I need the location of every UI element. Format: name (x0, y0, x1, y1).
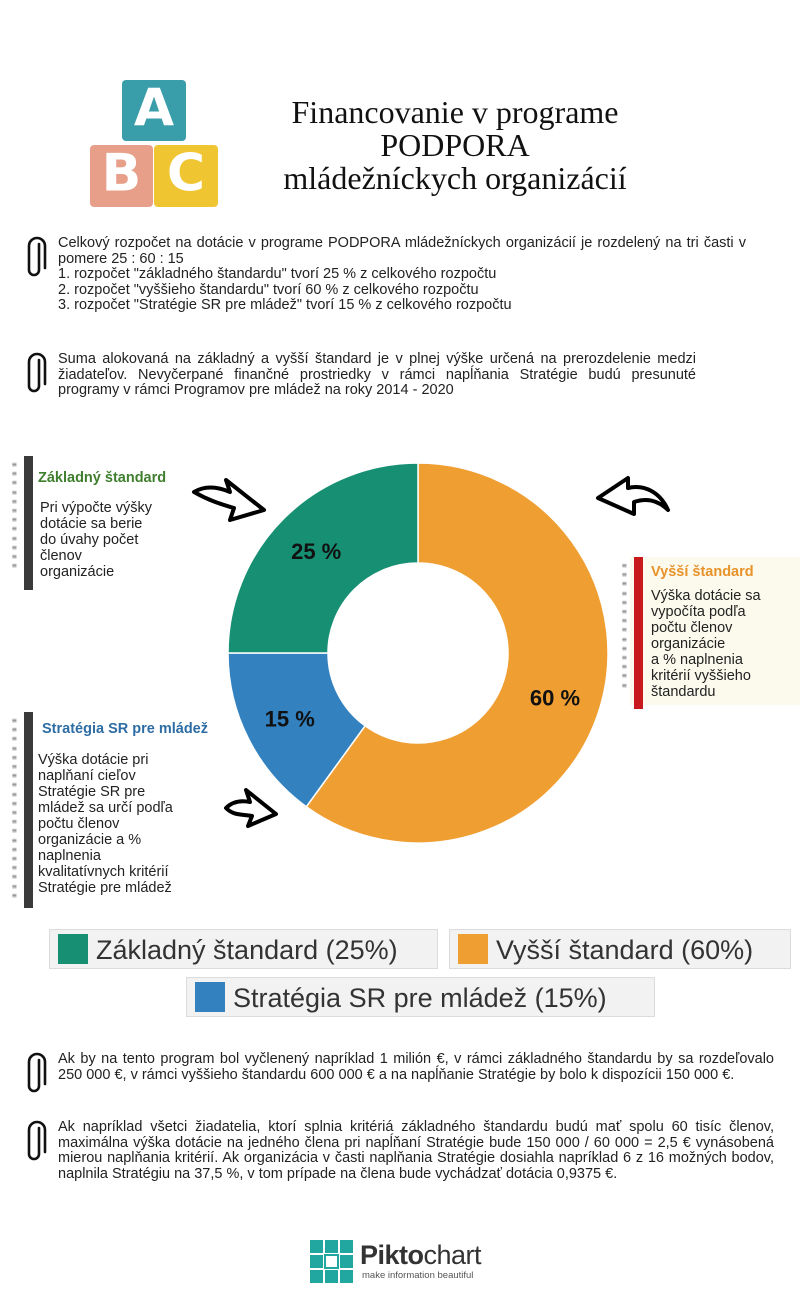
logo-letter-a: A (133, 78, 175, 139)
piktochart-wordmark (360, 1240, 481, 1270)
title-line-2: PODPORA (380, 127, 530, 163)
text-line: Stratégie pre mládež (38, 880, 172, 896)
example-text-2: Ak napríklad všetci žiadatelia, ktorí splnia kritériá základného štandardu budú mať spolu 60 tisíc členov, maximálna výška dotácie na jedného člena pri napĺňaní Stratégie bude 150 000 / 60 000 = 2,5 € vynásobená mierou naplňania kritérií. Ak organizácia v časti naplňania Stratégie dosiahla napríklad 6 z 16 možných bodov, naplnila Stratégiu na 37,5 %, v tom prípade na člena bude vychádzať dotácia 0,9375 €. (58, 1119, 774, 1182)
bar-ticks: ≡ ≡ ≡ ≡ ≡ ≡ ≡ ≡ ≡ ≡ ≡ ≡ ≡ ≡ (622, 561, 627, 690)
paperclip-icon (22, 1120, 48, 1164)
bar-ticks: ≡ ≡ ≡ ≡ ≡ ≡ ≡ ≡ ≡ ≡ ≡ ≡ (12, 460, 17, 571)
intro-item-3: 3. rozpočet "Stratégie SR pre mládež" tvorí 15 % z celkového rozpočtu (58, 297, 512, 313)
logo-block-a (122, 80, 186, 141)
text-line: dotácie sa berie (40, 516, 143, 532)
legend-item-zakladny (49, 929, 438, 969)
text-line: organizácie (40, 564, 115, 580)
text-line: Stratégie SR pre (38, 784, 146, 800)
data-label-strategia: 15 % (264, 706, 315, 732)
text-line: do úvahy počet (40, 532, 139, 548)
callout-title-zakladny: Základný štandard (38, 470, 167, 486)
bar-ticks: ≡ ≡ ≡ ≡ ≡ ≡ ≡ ≡ ≡ ≡ ≡ ≡ ≡ ≡ ≡ ≡ ≡ ≡ ≡ ≡ (12, 716, 17, 900)
intro-lead: Celkový rozpočet na dotácie v programe PODPORA mládežníckych organizácií je rozdelený na tri časti v pomere 25 : 60 : 15 (58, 235, 746, 267)
callout-bar-zakladny (12, 456, 33, 590)
intro-item-2: 2. rozpočet "vyššieho štandardu" tvorí 60 % z celkového rozpočtu (58, 281, 479, 298)
text-line: mládež sa určí podľa (38, 800, 173, 816)
allocation-text: Suma alokovaná na základný a vyšší štandard je v plnej výške určená na prerozdelenie medzi žiadateľov. Nevyčerpané finančné prostriedky v rámci napĺňania Stratégie budú presunuté programy v rámci Programov pre mládež na roky 2014 - 2020 (58, 351, 696, 398)
text-line: naplnenia (38, 848, 101, 864)
callout-bar-vyssi (622, 557, 643, 709)
text-line: členov (40, 548, 82, 564)
example-paragraph-2 (58, 1120, 774, 1182)
legend-label: Stratégia SR pre mládež (15%) (233, 983, 607, 1013)
callout-title-vyssi: Vyšší štandard (651, 564, 754, 580)
legend-label: Vyšší štandard (60%) (496, 935, 754, 965)
title-line-1: Financovanie v programe (291, 94, 619, 130)
text-line: štandardu (651, 684, 716, 700)
paperclip-icon (22, 236, 48, 280)
legend-item-vyssi (449, 929, 791, 969)
text-line: organizácie (651, 636, 726, 652)
legend-swatch (58, 934, 88, 964)
data-label-zakladny: 25 % (291, 539, 342, 565)
legend-swatch (195, 982, 225, 1012)
brand-light: chart (423, 1240, 482, 1270)
callout-bar-strategia (12, 712, 33, 908)
legend-swatch (458, 934, 488, 964)
example-paragraph-1 (58, 1052, 774, 1083)
callout-text-zakladny (40, 500, 152, 580)
piktochart-logo-icon (310, 1240, 355, 1284)
logo-letter-b: B (101, 143, 142, 204)
logo-block-b (90, 145, 153, 207)
text-line: Pri výpočte výšky (40, 500, 152, 516)
text-line: vypočíta podľa (651, 604, 746, 620)
text-line: Výška dotácie sa (651, 588, 761, 604)
intro-paragraph (58, 236, 746, 314)
data-label-vyssi: 60 % (529, 685, 581, 711)
callout-text-vyssi (651, 588, 761, 700)
text-line: kritérií vyššieho (651, 668, 751, 684)
donut-chart (226, 461, 610, 845)
text-line: organizácie a % (38, 832, 142, 848)
page-title (240, 96, 670, 195)
logo-letter-c: C (166, 143, 206, 204)
example-text-1: Ak by na tento program bol vyčlenený napríklad 1 milión €, v rámci základného štandardu by sa rozdeľovalo 250 000 €, v rámci vyššieho štandardu 600 000 € a na napĺňanie Stratégie by bolo k dispozícii 150 000 €. (58, 1051, 774, 1083)
paperclip-icon (22, 1052, 48, 1096)
allocation-paragraph (58, 352, 696, 399)
text-line: počtu členov (38, 816, 120, 832)
text-line: Výška dotácie pri (38, 752, 149, 768)
piktochart-tagline: make information beautiful (362, 1270, 474, 1281)
title-line-3: mládežníckych organizácií (283, 160, 627, 196)
text-line: počtu členov (651, 620, 733, 636)
logo-block-c (154, 145, 218, 207)
callout-text-strategia (38, 752, 173, 896)
text-line: kvalitatívnych kritérií (38, 864, 169, 880)
legend-label: Základný štandard (25%) (96, 935, 398, 965)
legend-item-strategia (186, 977, 655, 1017)
callout-title-strategia: Stratégia SR pre mládež (42, 721, 208, 737)
intro-item-1: 1. rozpočet "základného štandardu" tvorí 25 % z celkového rozpočtu (58, 266, 497, 282)
text-line: a % naplnenia (651, 652, 743, 668)
paperclip-icon (22, 352, 48, 396)
brand-bold: Pikto (360, 1240, 424, 1270)
text-line: naplňaní cieľov (38, 768, 136, 784)
